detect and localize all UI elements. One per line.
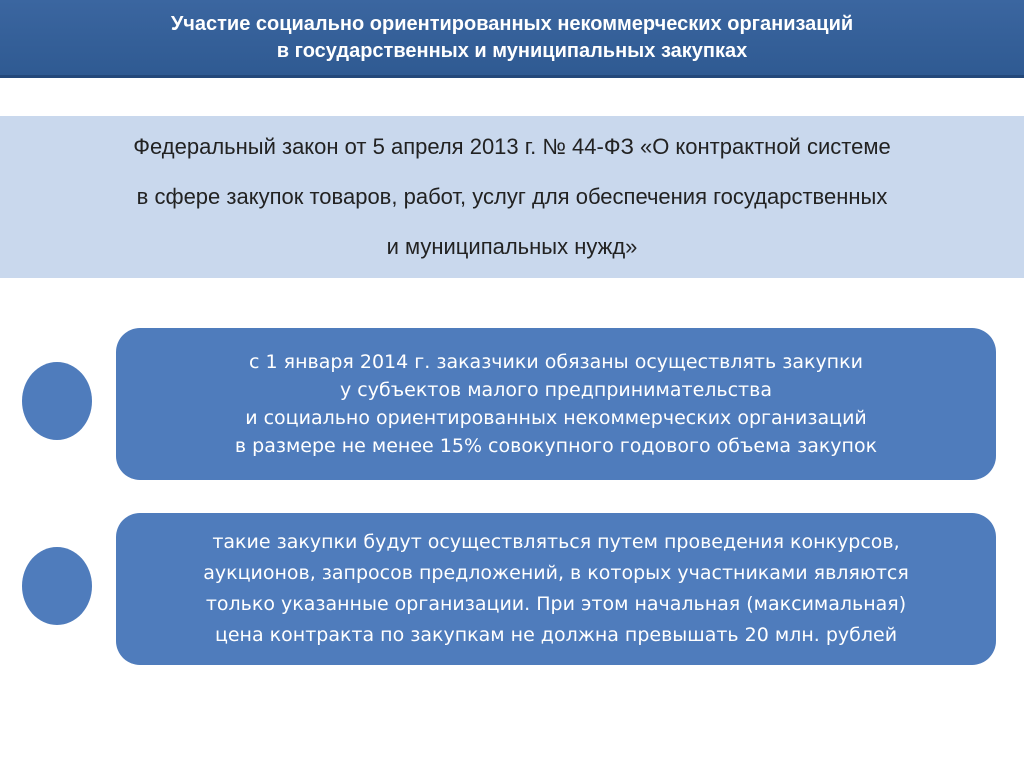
law-line-3: и муниципальных нужд» — [386, 234, 638, 259]
law-line-1: Федеральный закон от 5 апреля 2013 г. № 44-ФЗ «О контрактной системе — [133, 134, 891, 159]
point-1-line-4: в размере не менее 15% совокупного годового объема закупок — [234, 435, 878, 457]
point-2-line-3: только указанные организации. При этом начальная (максимальная) — [205, 593, 907, 615]
point-1-line-2: у субъектов малого предпринимательства — [340, 379, 772, 401]
law-reference-box — [0, 116, 1024, 278]
slide-title-line-1: Участие социально ориентированных некоммерческих организаций — [170, 12, 854, 35]
point-2-line-4: цена контракта по закупкам не должна превышать 20 млн. рублей — [214, 624, 898, 646]
point-2-line-1: такие закупки будут осуществляться путем проведения конкурсов, — [212, 531, 900, 553]
law-line-2: в сфере закупок товаров, работ, услуг для обеспечения государственных — [136, 184, 888, 209]
point-card-1 — [116, 328, 996, 480]
slide-title-line-2: в государственных и муниципальных закупках — [276, 39, 748, 62]
point-1-line-3: и социально ориентированных некоммерческих организаций — [245, 407, 867, 429]
point-1-line-1: с 1 января 2014 г. заказчики обязаны осуществлять закупки — [249, 351, 863, 373]
slide-title — [0, 0, 1024, 78]
bullet-circle-icon — [22, 362, 92, 440]
point-2-line-2: аукционов, запросов предложений, в которых участниками являются — [203, 562, 909, 584]
bullet-circle-icon — [22, 547, 92, 625]
point-card-2 — [116, 513, 996, 665]
